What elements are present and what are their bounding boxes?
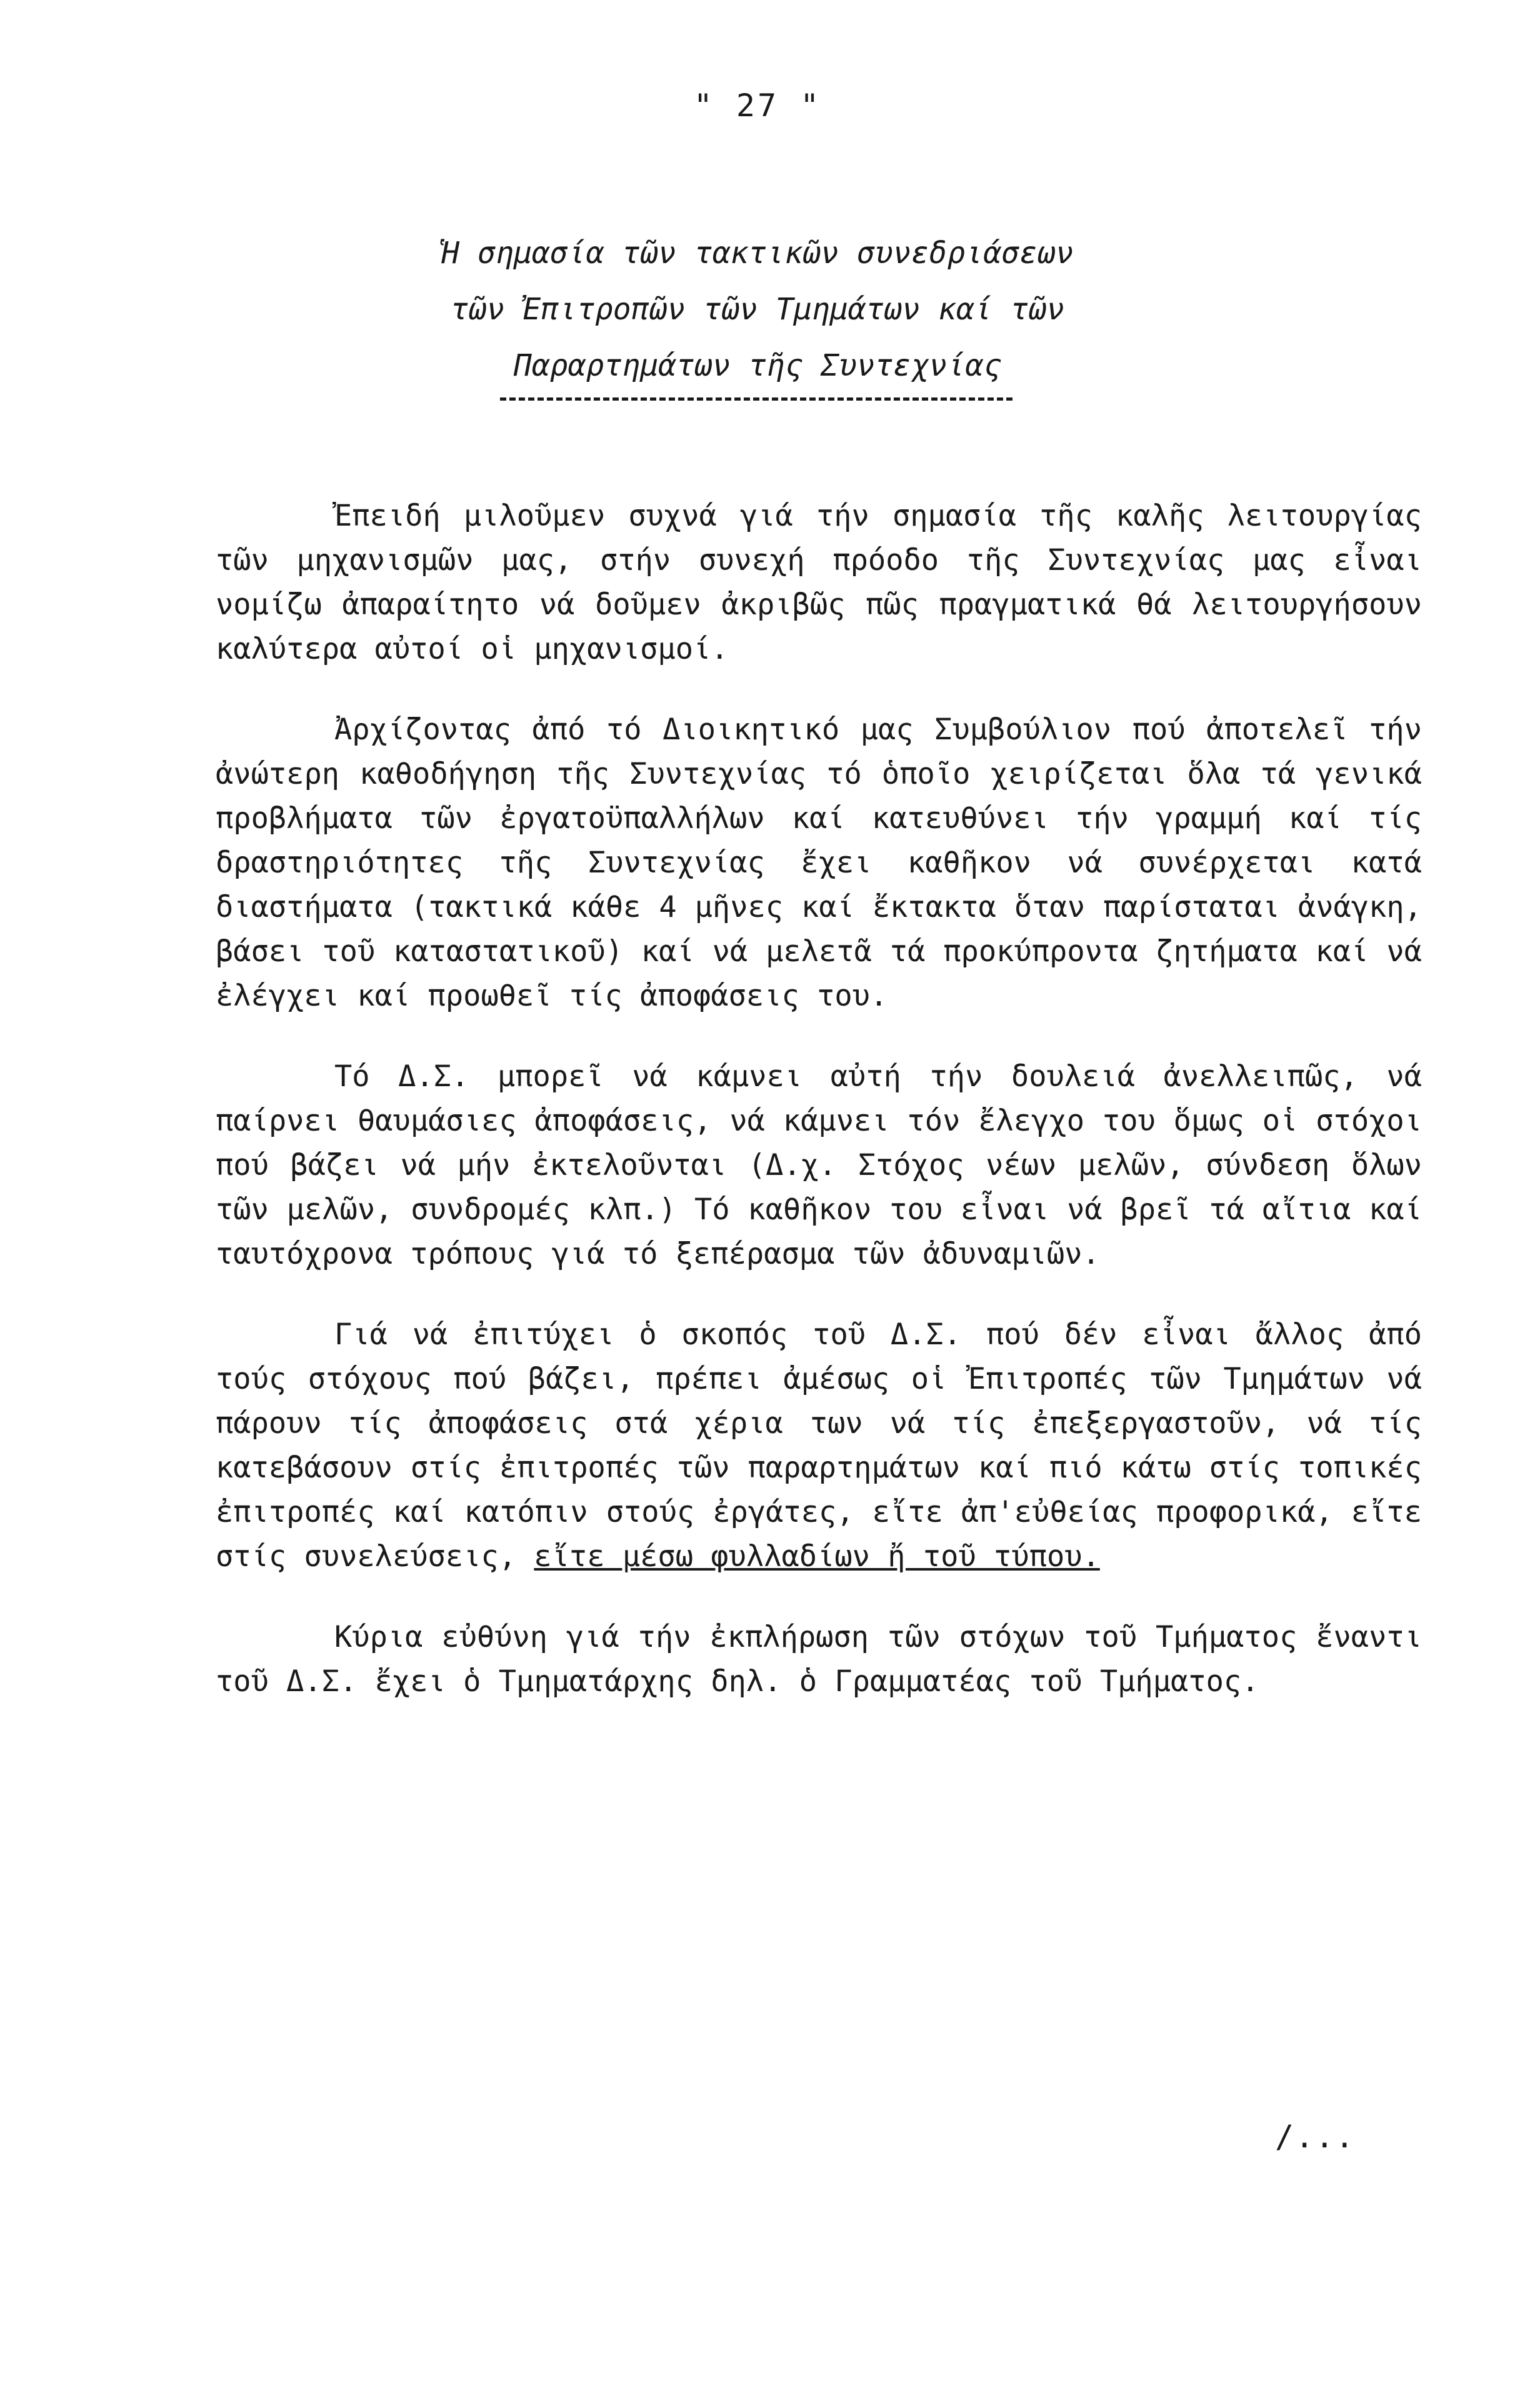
paragraph-4 <box>216 1312 1422 1579</box>
paragraph-3 <box>216 1054 1422 1276</box>
continuation-mark: /... <box>1275 2119 1356 2155</box>
document-title <box>0 225 1515 394</box>
paragraph-5-text: Κύρια εὐθύνη γιά τήν ἐκπλήρωση τῶν στόχων τοῦ Τμήματος ἔναντι τοῦ Δ.Σ. ἔχει ὁ Τμηματάρχης δηλ. ὁ Γραμματέας τοῦ Τμήματος. <box>216 1620 1422 1699</box>
paragraph-5 <box>216 1615 1422 1704</box>
paragraph-4-underlined-text: εἴτε μέσω φυλλαδίων ἤ τοῦ τύπου. <box>534 1539 1100 1574</box>
paragraph-1 <box>216 494 1422 671</box>
paragraph-2-text: Ἀρχίζοντας ἀπό τό Διοικητικό μας Συμβούλιον πού ἀποτελεῖ τήν ἀνώτερη καθοδήγηση τῆς Συντεχνίας τό ὁποῖο χειρίζεται ὅλα τά γενικά προβλήματα τῶν ἐργατοϋπαλλήλων καί κατευθύνει τήν γραμμή καί τίς δραστηριότητες τῆς Συντεχνίας ἔχει καθῆκον νά συνέρχεται κατά διαστήματα (τακτικά κάθε 4 μῆνες καί ἔκτακτα ὅταν παρίσταται ἀνάγκη, βάσει τοῦ καταστατικοῦ) καί νά μελετᾶ τά πρoκύπροντα ζητήματα καί νά ἐλέγχει καί προωθεῖ τίς ἀποφάσεις του. <box>216 712 1422 1013</box>
page-number: " 27 " <box>693 87 822 124</box>
title-underline-rule <box>500 397 1012 401</box>
title-line-1: Ἡ σημασία τῶν τακτικῶν συνεδριάσεων <box>441 236 1074 271</box>
paragraph-1-text: Ἐπειδή μιλοῦμεν συχνά γιά τήν σημασία τῆς καλῆς λειτουργίας τῶν μηχανισμῶν μας, στήν συνεχή πρόοδο τῆς Συντεχνίας μας εἶναι νομίζω ἀπαραίτητο νά δοῦμεν ἀκριβῶς πῶς πραγματικά θά λειτουργήσουν καλύτερα αὐτοί οἱ μηχανισμοί. <box>216 499 1422 666</box>
title-line-3: Παραρτημάτων τῆς Συντεχνίας <box>513 348 1002 383</box>
paragraph-4-text: Γιά νά ἐπιτύχει ὁ σκοπός τοῦ Δ.Σ. πού δέν εἶναι ἄλλος ἀπό τούς στόχους πού βάζει, πρέπει ἀμέσως οἱ Ἐπιτροπές τῶν Τμημάτων νά πάρουν τίς ἀποφάσεις στά χέρια των νά τίς ἐπεξεργαστοῦν, νά τίς κατεβάσουν στίς ἐπιτροπές τῶν παραρτημάτων καί πιό κάτω στίς τοπικές ἐπιτροπές καί κατόπιν στούς ἐργάτες, εἴτε ἀπ'εὐθείας προφορικά, εἴτε στίς συνελεύσεις, <box>216 1317 1422 1574</box>
paragraph-3-text: Τό Δ.Σ. μπορεῖ νά κάμνει αὐτή τήν δουλειά ἀνελλειπῶς, νά παίρνει θαυμάσιες ἀποφάσεις, νά κάμνει τόν ἔλεγχο του ὅμως οἱ στόχοι πού βάζει νά μήν ἐκτελοῦνται (Δ.χ. Στόχος νέων μελῶν, σύνδεση ὅλων τῶν μελῶν, συνδρομές κλπ.) Τό καθῆκον του εἶναι νά βρεῖ τά αἴτια καί ταυτόχρονα τρόπους γιά τό ξεπέρασμα τῶν ἀδυναμιῶν. <box>216 1059 1422 1271</box>
title-line-2: τῶν Ἐπιτροπῶν τῶν Τμημάτων καί τῶν <box>450 292 1065 327</box>
paragraph-2 <box>216 707 1422 1018</box>
document-body <box>216 494 1422 1740</box>
